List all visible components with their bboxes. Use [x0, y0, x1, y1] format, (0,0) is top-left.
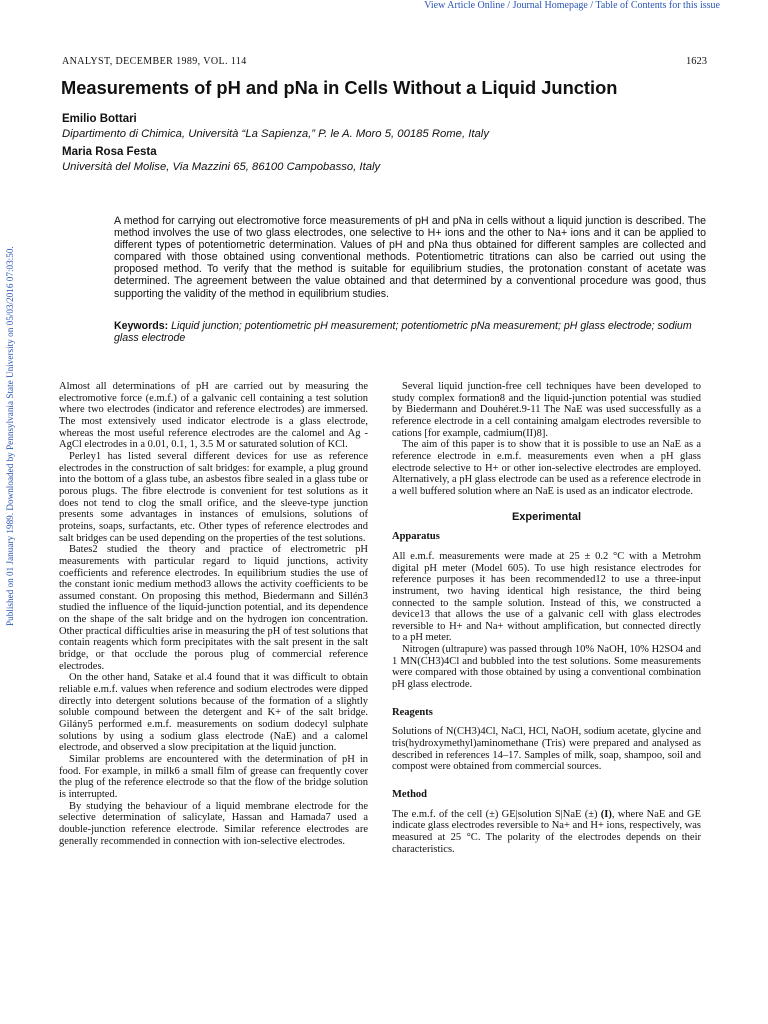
body-paragraph: Bates2 studied the theory and practice of electrometric pH measurements with particular regard to liquid junctions, activity coefficients and reference electrodes. In equilibrium studies the use of the constant ionic medium method3 allows the activity coefficients to be assumed constant. On proposing this method, Biedermann and Sillén3 studied the influence of the liquid-junction potential, and its dependence on the shape of the salt bridge and on the hydrogen ion concentration. Other practical difficulties arise in measuring the pH of test solutions that contain reagents which form precipitates with the salt present in the salt bridge, or that occlude the porous plug of commercial reference electrodes.	[59, 544, 368, 672]
body-paragraph: All e.m.f. measurements were made at 25 ± 0.2 °C with a Metrohm digital pH meter (Model 605). To use high resistance electrodes for reference purposes it has been recommended12 to use a three-input instrument, two having identical high resistance, the third being connected to the sample solution. Instead of this, we constructed a device13 that allows the use of a galvanic cell with glass electrodes reversible to H+ and Na+ without amplification, but connected directly to a pH meter.	[392, 550, 701, 644]
journal-running-head: ANALYST, DECEMBER 1989, VOL. 114	[62, 56, 247, 67]
section-heading-experimental: Experimental	[511, 510, 582, 523]
page-number: 1623	[686, 56, 707, 67]
body-paragraph: The aim of this paper is to show that it is possible to use an NaE as a reference electrode in e.m.f. measurements even when a pH glass electrode selective to H+ or other ion-selective electrodes are employed. Alternatively, a pH glass electrode can be used as a reference electrode in a well buffered solution where an NaE is used as an indicator electrode.	[392, 439, 701, 497]
keywords	[114, 320, 706, 344]
header-links	[424, 0, 720, 11]
article-title: Measurements of pH and pNa in Cells Without a Liquid Junction	[61, 77, 618, 98]
left-column	[59, 381, 368, 847]
body-paragraph: Several liquid junction-free cell techniques have been developed to study complex formation8 and the liquid-junction potential was studied by Biedermann and Douhéret.9-11 The NaE was used successfully as a reference electrode in a cell containing amalgam electrodes reversible to cations [for example, cadmium(II)8].	[392, 381, 701, 439]
method-text: , where NaE and GE indicate glass electrodes reversible to Na+ and H+ ions, respectively, was measured at 25 °C. The polarity of the electrodes depends on their characteristics.	[392, 808, 701, 855]
author-affiliation: Dipartimento di Chimica, Università “La Sapienza,” P. le A. Moro 5, 00185 Rome, Italy	[62, 128, 489, 140]
subsection-heading-reagents: Reagents	[392, 706, 433, 718]
keywords-text: Liquid junction; potentiometric pH measurement; potentiometric pNa measurement; pH glass electrode; sodium glass electrode	[114, 320, 692, 345]
subsection-heading-apparatus: Apparatus	[392, 531, 440, 543]
subsection-heading-method: Method	[392, 789, 427, 801]
author-affiliation: Università del Molise, Via Mazzini 65, 86100 Campobasso, Italy	[62, 161, 381, 173]
body-paragraph: Solutions of N(CH3)4Cl, NaCl, HCl, NaOH, sodium acetate, glycine and tris(hydroxymethyl)aminomethane (Tris) were prepared and analysed as described in references 14–17. Samples of milk, soap, shampoo, soil and compost were obtained from commercial sources.	[392, 726, 701, 773]
author-name: Maria Rosa Festa	[62, 146, 157, 158]
view-article-online-link[interactable]: View Article Online	[424, 0, 505, 11]
method-text: The e.m.f. of the cell (±) GE|solution S|NaE (±)	[392, 808, 601, 820]
abstract: A method for carrying out electromotive force measurements of pH and pNa in cells without a liquid junction is described. The method involves the use of two glass electrodes, one selective to H+ ions and the other to Na+ ions and it can be applied to different types of potentiometric determination. Values of pH and pNa thus obtained for different samples are collected and compared with those obtained using conventional methods. Potentiometric titrations can also be carried out using the proposed method. To verify that the method is suitable for equilibrium studies, the protonation constant of acetate was determined. The agreement between the value obtained and that determined by a conventional procedure was good, thus supporting the validity of the method in equilibrium studies.	[114, 215, 706, 300]
method-paragraph	[392, 809, 701, 856]
cell-label: (I)	[600, 808, 612, 820]
body-paragraph: By studying the behaviour of a liquid membrane electrode for the selective determination of salicylate, Hassan and Hamada7 used a double-junction reference electrode. Similar reference electrodes are generally recommended in connection with ion-selective electrodes.	[59, 800, 368, 847]
table-of-contents-link[interactable]: Table of Contents for this issue	[595, 0, 720, 11]
author-name: Emilio Bottari	[62, 113, 137, 125]
download-watermark	[2, 206, 18, 626]
body-paragraph: Almost all determinations of pH are carried out by measuring the electromotive force (e.m.f.) of a galvanic cell containing a test solution where two electrodes (indicator and reference electrodes) are immersed. The most extensively used indicator electrode is a glass electrode, whereas the most useful reference electrodes are the calomel and Ag - AgCl electrodes in a 0.01, 0.1, 1, 3.5 M or saturated solution of KCl.	[59, 381, 368, 451]
body-paragraph: Similar problems are encountered with the determination of pH in food. For example, in milk6 a small film of grease can frequently cover the plug of the reference electrode so that the flow of the bridge solution is interrupted.	[59, 754, 368, 800]
link-separator: /	[504, 0, 513, 11]
link-separator: /	[587, 0, 596, 11]
right-column	[392, 381, 701, 855]
body-paragraph: Perley1 has listed several different devices for use as reference electrodes in the construction of salt bridges: for example, a plug ground into the bottom of a glass tube, an asbestos fibre sealed in a glass tube or porous plugs. The fibre electrode is convenient for test solutions as it does not tend to clog the small orifice, and the sleeve-type junction presents some advantages in instances of emulsions, solutions of proteins, soaps, surfactants, etc. Other types of reference electrodes and salt bridges can be used depending on the properties of the test solutions.	[59, 450, 368, 544]
body-paragraph: Nitrogen (ultrapure) was passed through 10% NaOH, 10% H2SO4 and 1 MN(CH3)4Cl and bubbled into the test solutions. Some measurements were compared with those obtained by using a conventional combination pH glass electrode.	[392, 644, 701, 691]
journal-homepage-link[interactable]: Journal Homepage	[512, 0, 588, 11]
body-paragraph: On the other hand, Satake et al.4 found that it was difficult to obtain reliable e.m.f. values when reference and sodium electrodes were dipped directly into detergent solutions because of the formation of a slightly soluble compound between the detergent and K+ of the salt bridge. Gilány5 performed e.m.f. measurements on sodium dodecyl sulphate solutions by using a sodium glass electrode (NaE) and a calomel electrode, and observed a slow precipitation at the liquid junction.	[59, 672, 368, 754]
download-note: Published on 01 January 1989. Downloaded by Pennsylvania State University on 05/03/2016 07:03:50.	[5, 246, 15, 626]
keywords-label: Keywords:	[114, 320, 169, 332]
